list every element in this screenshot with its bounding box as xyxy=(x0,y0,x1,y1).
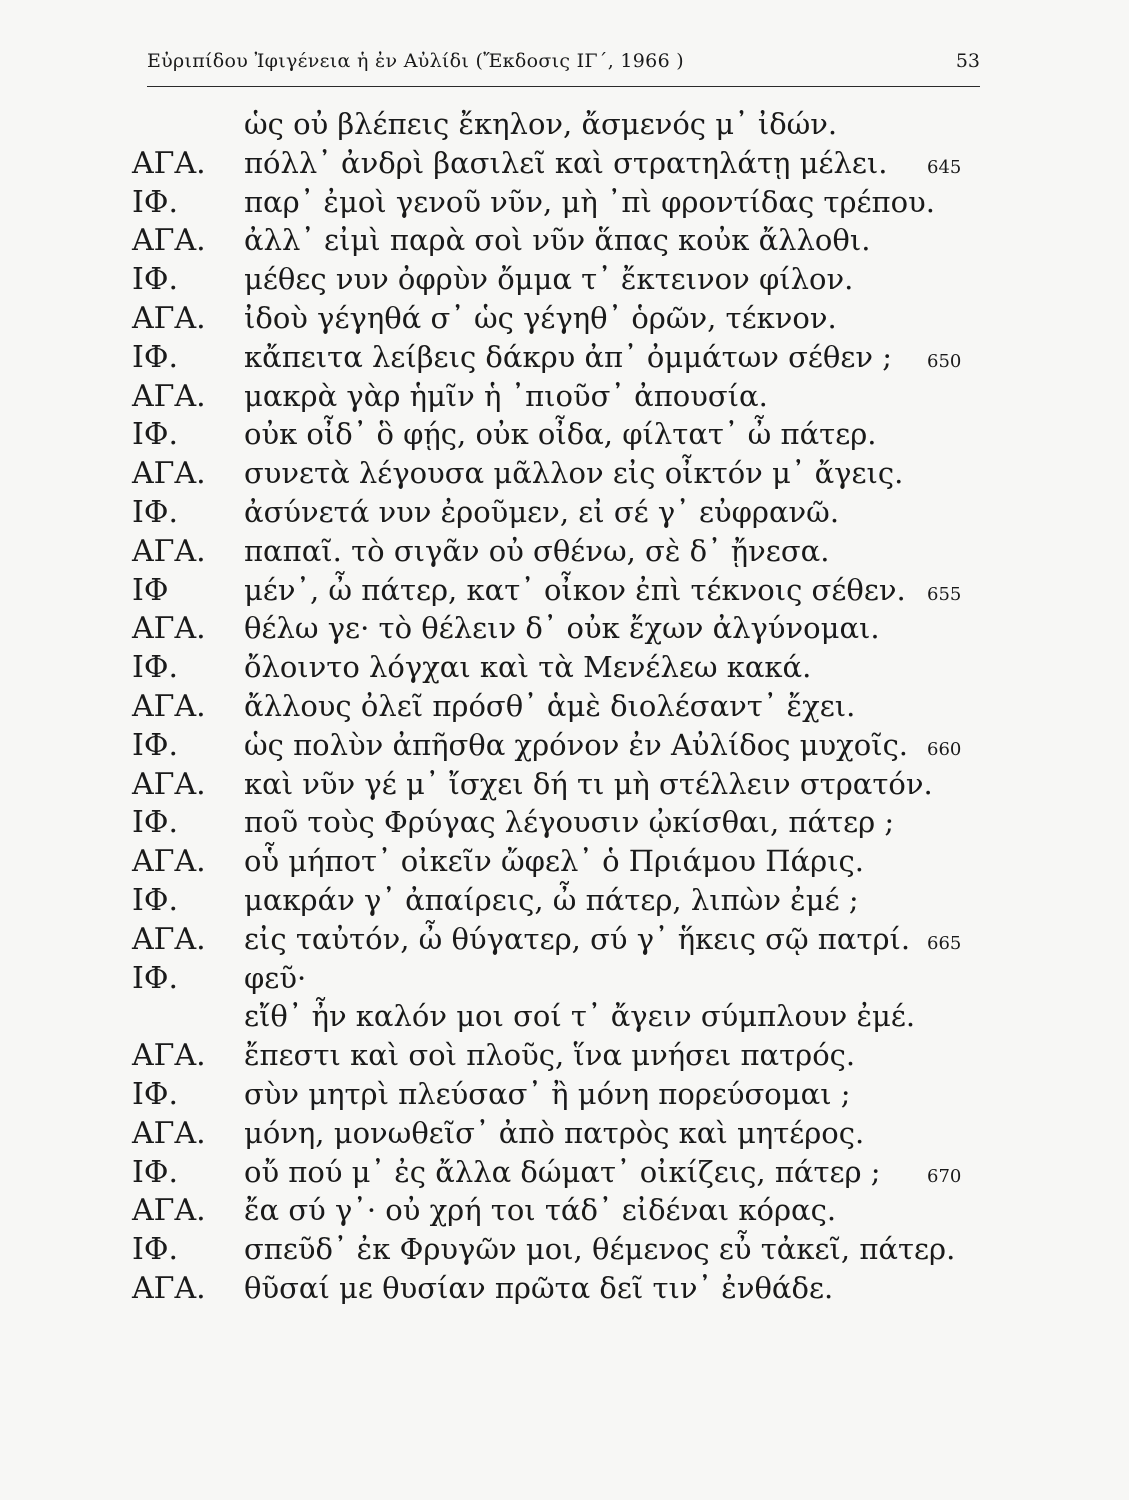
verse-line xyxy=(132,608,992,647)
speaker-label: ΙΦ. xyxy=(132,262,178,298)
verse-line xyxy=(132,1074,992,1113)
verse-text: οὐκ οἶδ᾽ ὃ φῄς, οὐκ οἶδα, φίλτατ᾽ ὦ πάτερ. xyxy=(244,417,877,452)
speaker-label: ΑΓΑ. xyxy=(132,378,206,414)
speaker-label: ΑΓΑ. xyxy=(132,300,206,336)
verse-line xyxy=(132,1229,992,1268)
verse-text: μόνη, μονωθεῖσ᾽ ἀπὸ πατρὸς καὶ μητέρος. xyxy=(244,1115,865,1150)
speaker-label: ΑΓΑ. xyxy=(132,611,206,647)
speaker-label: ΑΓΑ. xyxy=(132,766,206,802)
speaker-label: ΙΦ. xyxy=(132,1154,178,1190)
verse-line xyxy=(132,725,992,764)
header-rule xyxy=(147,86,980,87)
running-header xyxy=(147,50,980,90)
verse-text: ἔα σύ γ᾽· οὐ χρή τοι τάδ᾽ εἰδέναι κόρας. xyxy=(244,1193,837,1228)
line-number: 660 xyxy=(927,738,962,760)
verse-line xyxy=(132,337,992,376)
verse-line xyxy=(132,764,992,803)
verse-text: ἄλλους ὀλεῖ πρόσθ᾽ ἁμὲ διολέσαντ᾽ ἔχει. xyxy=(244,688,856,723)
verse-line xyxy=(132,104,992,143)
speaker-label: ΑΓΑ. xyxy=(132,921,206,957)
speaker-label: ΑΓΑ. xyxy=(132,1193,206,1229)
verse-line xyxy=(132,259,992,298)
speaker-label: ΑΓΑ. xyxy=(132,145,206,181)
speaker-label: ΙΦ. xyxy=(132,184,178,220)
speaker-label: ΙΦ. xyxy=(132,417,178,453)
verse-line xyxy=(132,298,992,337)
verse-text: πόλλ᾽ ἀνδρὶ βασιλεῖ καὶ στρατηλάτῃ μέλει. xyxy=(244,145,888,180)
speaker-label: ΑΓΑ. xyxy=(132,1115,206,1151)
verse-text: ἰδοὺ γέγηθά σ᾽ ὡς γέγηθ᾽ ὁρῶν, τέκνον. xyxy=(244,300,837,335)
verse-line xyxy=(132,1268,992,1307)
verse-text: ἀλλ᾽ εἰμὶ παρὰ σοὶ νῦν ἅπας κοὐκ ἄλλοθι. xyxy=(244,223,871,258)
verse-line xyxy=(132,220,992,259)
verse-text: κἄπειτα λείβεις δάκρυ ἀπ᾽ ὀμμάτων σέθεν ; xyxy=(244,339,893,374)
verse-line xyxy=(132,958,992,997)
line-number: 645 xyxy=(927,156,962,178)
speaker-label: ΙΦ. xyxy=(132,727,178,763)
verse-line xyxy=(132,453,992,492)
verse-text: σὺν μητρὶ πλεύσασ᾽ ἢ μόνη πορεύσομαι ; xyxy=(244,1076,851,1111)
verse-text: ὡς πολὺν ἀπῆσθα χρόνον ἐν Αὐλίδος μυχοῖς. xyxy=(244,727,909,762)
speaker-label: ΑΓΑ. xyxy=(132,1270,206,1306)
verse-line xyxy=(132,1113,992,1152)
verse-line xyxy=(132,1035,992,1074)
speaker-label: ΙΦ. xyxy=(132,1076,178,1112)
verse-text: ὄλοιντο λόγχαι καὶ τὰ Μενέλεω κακά. xyxy=(244,650,812,685)
line-number: 670 xyxy=(927,1165,962,1187)
verse-text: θῦσαί με θυσίαν πρῶτα δεῖ τιν᾽ ἐνθάδε. xyxy=(244,1270,834,1305)
verse-line xyxy=(132,182,992,221)
verse-text: οὗ μήποτ᾽ οἰκεῖν ὤφελ᾽ ὁ Πριάμου Πάρις. xyxy=(244,844,864,879)
verse-text: ἔπεστι καὶ σοὶ πλοῦς, ἵνα μνήσει πατρός. xyxy=(244,1038,856,1073)
verse-text: παρ᾽ ἐμοὶ γενοῦ νῦν, μὴ ᾽πὶ φροντίδας τρέπου. xyxy=(244,184,935,219)
speaker-label: ΑΓΑ. xyxy=(132,456,206,492)
verse-line xyxy=(132,996,992,1035)
speaker-label: ΙΦ. xyxy=(132,882,178,918)
verse-text: εἰς ταὐτόν, ὦ θύγατερ, σύ γ᾽ ἥκεις σῷ πατρί. xyxy=(244,921,911,956)
verse-line xyxy=(132,802,992,841)
verse-line xyxy=(132,143,992,182)
page-number: 53 xyxy=(955,50,980,72)
speaker-label: ΙΦ. xyxy=(132,494,178,530)
verse-lines xyxy=(132,104,992,1307)
verse-text: συνετὰ λέγουσα μᾶλλον εἰς οἶκτόν μ᾽ ἄγεις. xyxy=(244,456,904,491)
speaker-label: ΑΓΑ. xyxy=(132,1038,206,1074)
verse-text: σπεῦδ᾽ ἐκ Φρυγῶν μοι, θέμενος εὖ τἀκεῖ, πάτερ. xyxy=(244,1232,956,1267)
verse-line xyxy=(132,841,992,880)
verse-text: μέθες νυν ὀφρὺν ὄμμα τ᾽ ἔκτεινον φίλον. xyxy=(244,262,854,297)
verse-line xyxy=(132,570,992,609)
speaker-label: ΑΓΑ. xyxy=(132,844,206,880)
verse-line xyxy=(132,531,992,570)
line-number: 665 xyxy=(927,932,962,954)
line-number: 655 xyxy=(927,583,962,605)
verse-line xyxy=(132,919,992,958)
verse-line xyxy=(132,880,992,919)
verse-line xyxy=(132,686,992,725)
verse-text: οὔ πού μ᾽ ἐς ἄλλα δώματ᾽ οἰκίζεις, πάτερ ; xyxy=(244,1154,881,1189)
speaker-label: ΙΦ xyxy=(132,572,169,608)
speaker-label: ΙΦ. xyxy=(132,650,178,686)
speaker-label: ΑΓΑ. xyxy=(132,688,206,724)
speaker-label: ΑΓΑ. xyxy=(132,533,206,569)
verse-text: εἴθ᾽ ἦν καλόν μοι σοί τ᾽ ἄγειν σύμπλουν ἐμέ. xyxy=(244,999,916,1034)
verse-text: μέν᾽, ὦ πάτερ, κατ᾽ οἶκον ἐπὶ τέκνοις σέθεν. xyxy=(244,572,906,607)
verse-text: θέλω γε· τὸ θέλειν δ᾽ οὐκ ἔχων ἀλγύνομαι. xyxy=(244,611,880,646)
verse-text: μακράν γ᾽ ἀπαίρεις, ὦ πάτερ, λιπὼν ἐμέ ; xyxy=(244,882,859,917)
speaker-label: ΙΦ. xyxy=(132,1232,178,1268)
verse-line xyxy=(132,647,992,686)
verse-line xyxy=(132,376,992,415)
verse-line xyxy=(132,1190,992,1229)
verse-line xyxy=(132,1152,992,1191)
verse-text: καὶ νῦν γέ μ᾽ ἴσχει δή τι μὴ στέλλειν στρατόν. xyxy=(244,766,933,801)
speaker-label: ΙΦ. xyxy=(132,805,178,841)
speaker-label: ΙΦ. xyxy=(132,339,178,375)
verse-text: ὡς οὐ βλέπεις ἔκηλον, ἄσμενός μ᾽ ἰδών. xyxy=(244,107,838,141)
verse-text: φεῦ· xyxy=(244,960,307,995)
verse-line xyxy=(132,492,992,531)
speaker-label: ΑΓΑ. xyxy=(132,223,206,259)
verse-text: ποῦ τοὺς Φρύγας λέγουσιν ᾠκίσθαι, πάτερ ; xyxy=(244,805,895,840)
running-title: Εὐριπίδου Ἰφιγένεια ἡ ἐν Αὐλίδι (Ἔκδοσις ΙΓ΄, 1966 ) xyxy=(147,50,685,72)
verse-text: ἀσύνετά νυν ἐροῦμεν, εἰ σέ γ᾽ εὐφρανῶ. xyxy=(244,494,840,529)
verse-text: μακρὰ γὰρ ἡμῖν ἡ ᾽πιοῦσ᾽ ἀπουσία. xyxy=(244,378,768,413)
line-number: 650 xyxy=(927,350,962,372)
speaker-label: ΙΦ. xyxy=(132,960,178,996)
verse-line xyxy=(132,414,992,453)
verse-text: παπαῖ. τὸ σιγᾶν οὐ σθένω, σὲ δ᾽ ᾔνεσα. xyxy=(244,533,830,568)
